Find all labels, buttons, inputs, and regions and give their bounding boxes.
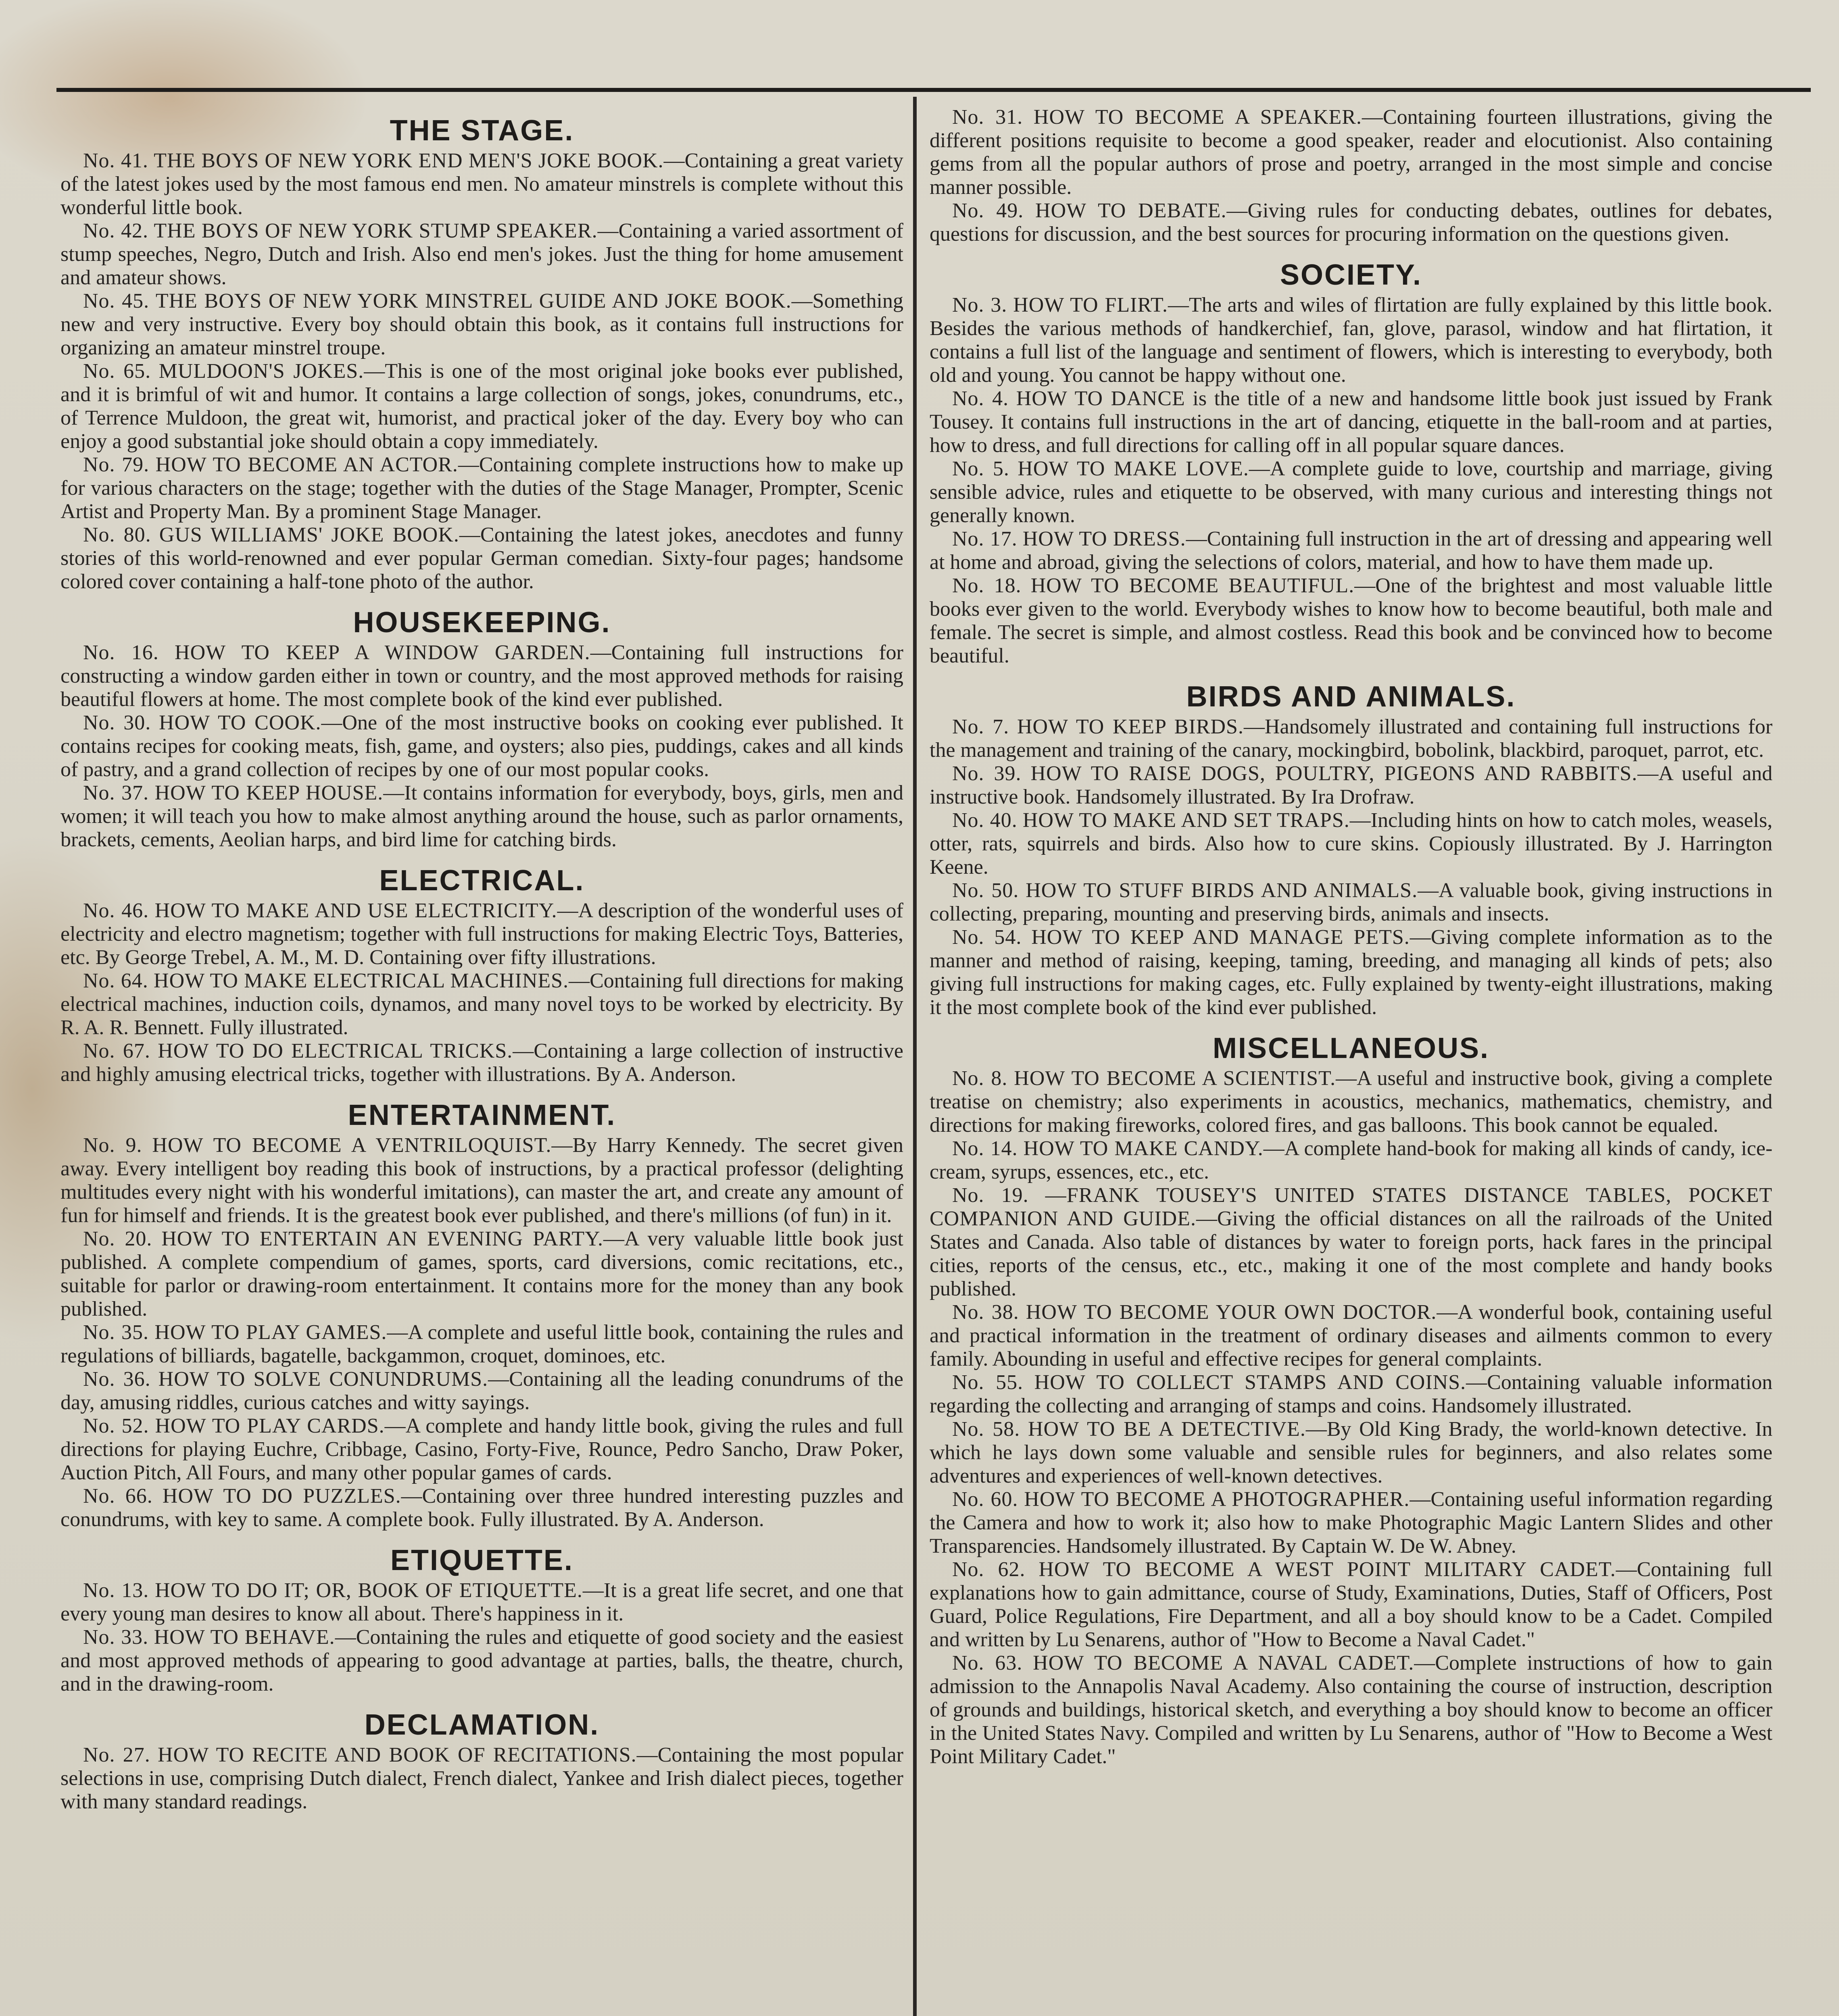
entry-number: No. 8. — [952, 1067, 1008, 1090]
catalog-entry — [930, 1067, 1772, 1137]
entry-title: HOW TO STUFF BIRDS AND ANIMALS. — [1026, 879, 1418, 902]
entry-number: No. 39. — [952, 762, 1022, 785]
entry-number: No. 30. — [83, 711, 151, 734]
entry-title: HOW TO DANCE — [1016, 387, 1185, 410]
catalog-entry — [60, 781, 903, 852]
entry-number: No. 64. — [83, 969, 148, 992]
entry-title: HOW TO BECOME A SPEAKER. — [1033, 106, 1362, 129]
entry-title: HOW TO DO ELECTRICAL TRICKS. — [158, 1039, 513, 1062]
entry-description: —A useful and instructive book. Handsomely illustrated. By Ira Drofraw. — [930, 762, 1773, 808]
catalog-entry — [930, 1137, 1772, 1184]
section-heading: THE STAGE. — [390, 115, 574, 147]
section-heading: BIRDS AND ANIMALS. — [1186, 681, 1516, 713]
entry-description: —A complete and useful little book, containing the rules and regulations of billiards, bagatelle, backgammon, croquet, dominoes, etc. — [60, 1321, 904, 1367]
entry-title: HOW TO KEEP AND MANAGE PETS. — [1031, 926, 1410, 949]
entry-description: —Containing a varied assortment of stump speeches, Negro, Dutch and Irish. Also end men's jokes. Just the thing for home amusement and amateur shows. — [60, 219, 903, 289]
entry-number: No. 16. — [83, 641, 159, 664]
entry-description: —Complete instructions of how to gain admission to the Annapolis Naval Academy. Also containing the course of instruction, description of grounds and buildings, historical sketch, and everything a boy should know to become an officer in the United States Navy. Compiled and written by Lu Senarens, author of "How to Become a West Point Military Cadet." — [930, 1652, 1773, 1768]
entry-description: —A complete and handy little book, giving the rules and full directions for playing Euchre, Cribbage, Casino, Forty-Five, Rounce, Pedro Sancho, Draw Poker, Auction Pitch, All Fours, and many other popular games of cards. — [60, 1414, 903, 1484]
catalog-entry — [930, 527, 1772, 574]
entry-number: No. 14. — [952, 1137, 1018, 1160]
entry-title: HOW TO DO PUZZLES. — [162, 1485, 401, 1508]
entry-description: —A wonderful book, containing useful and practical information in the treatment of ordinary diseases and ailments common to every family. Abounding in useful and effective recipes for general complaints. — [930, 1301, 1772, 1370]
entry-number: No. 17. — [952, 527, 1017, 550]
entry-number: No. 58. — [952, 1418, 1020, 1441]
catalog-entry — [930, 1371, 1772, 1418]
entry-title: HOW TO BEHAVE. — [154, 1626, 335, 1649]
entry-description: —It is a great life secret, and one that every young man desires to know all about. There's happiness in it. — [60, 1579, 903, 1625]
entry-number: No. 36. — [83, 1368, 151, 1391]
entry-number: No. 65. — [83, 360, 151, 383]
catalog-entry — [60, 641, 903, 711]
entry-number: No. 4. — [952, 387, 1009, 410]
catalog-entry — [60, 219, 903, 289]
entry-title: HOW TO COOK. — [159, 711, 321, 734]
entry-description: —One of the brightest and most valuable little books ever given to the world. Everybody wishes to know how to become beautiful, both male and female. The secret is simple, and almost costless. Read this book and be convinced how to become beautiful. — [930, 574, 1772, 667]
entry-number: No. 35. — [83, 1321, 149, 1344]
entry-title: HOW TO KEEP A WINDOW GARDEN. — [175, 641, 590, 664]
entry-title: HOW TO RECITE AND BOOK OF RECITATIONS. — [158, 1743, 637, 1766]
column-divider — [913, 97, 917, 2016]
catalog-entry — [60, 360, 903, 453]
entry-description: —Containing over three hundred interesting puzzles and conundrums, with key to same. A complete book. Fully illustrated. By A. Anderson. — [60, 1485, 903, 1531]
catalog-entry — [930, 1418, 1772, 1488]
catalog-entry — [930, 294, 1772, 387]
entry-title: HOW TO MAKE ELECTRICAL MACHINES. — [154, 969, 569, 992]
entry-description: —Containing the latest jokes, anecdotes and funny stories of this world-renowned and ever popular German comedian. Sixty-four pages; handsome colored cover containing a half-tone photo of the author. — [60, 523, 903, 593]
entry-description: —Containing the most popular selections in use, comprising Dutch dialect, French dialect, Yankee and Irish dialect pieces, together with many standard readings. — [60, 1743, 904, 1813]
section-heading: ETIQUETTE. — [390, 1544, 574, 1577]
entry-title: HOW TO DEBATE. — [1035, 199, 1227, 222]
catalog-entry — [60, 1134, 903, 1227]
catalog-entry — [930, 106, 1772, 199]
entry-description: —A useful and instructive book, giving a complete treatise on chemistry; also experiments in acoustics, mechanics, mathematics, chemistry, and directions for making fireworks, colored fires, and gas balloons. This book cannot be equaled. — [930, 1067, 1773, 1137]
entry-number: No. 67. — [83, 1039, 150, 1062]
catalog-entry — [60, 289, 903, 360]
entry-description: —Containing fourteen illustrations, giving the different positions requisite to become a good speaker, reader and elocutionist. Also containing gems from all the popular authors of prose and poetry, arranged in the most simple and concise manner possible. — [930, 106, 1772, 199]
entry-title: HOW TO MAKE CANDY. — [1023, 1137, 1264, 1160]
entry-number: No. 5. — [952, 457, 1009, 480]
entry-number: No. 54. — [952, 926, 1022, 949]
entry-title: HOW TO MAKE AND SET TRAPS. — [1022, 809, 1350, 832]
section-heading: DECLAMATION. — [364, 1709, 600, 1741]
entry-number: No. 42. — [83, 219, 148, 242]
entry-title: HOW TO BECOME BEAUTIFUL. — [1030, 574, 1355, 597]
entry-description: —Including hints on how to catch moles, weasels, otter, rats, squirrels and birds. Also how to cure skins. Copiously illustrated. By J. Harrington Keene. — [930, 809, 1772, 879]
entry-number: No. 62. — [952, 1558, 1026, 1581]
entry-description: —Containing full explanations how to gain admittance, course of Study, Examinations, Duties, Staff of Officers, Post Guard, Police Regulations, Fire Department, and all a boy should know to be a Cadet. Compiled and written by Lu Senarens, author of "How to Become a Naval Cadet." — [930, 1558, 1772, 1651]
entry-description: —Containing full instruction in the art of dressing and appearing well at home and abroad, giving the selections of colors, material, and how to have them made up. — [930, 527, 1772, 574]
catalog-entry — [930, 762, 1772, 809]
entry-description: —By Harry Kennedy. The secret given away. Every intelligent boy reading this book of instructions, by a practical professor (delighting multitudes every night with his wonderful imitations), can master the art, and create any amount of fun for himself and friends. It is the greatest book ever published, and there's millions (of fun) in it. — [60, 1134, 904, 1227]
catalog-entry — [60, 1743, 903, 1814]
entry-description: —A description of the wonderful uses of electricity and electro magnetism; together with full instructions for making Electric Toys, Batteries, etc. By George Trebel, A. M., M. D. Containing over fifty illustrations. — [60, 899, 904, 969]
entry-title: HOW TO MAKE LOVE. — [1017, 457, 1249, 480]
entry-number: No. 38. — [952, 1301, 1019, 1324]
catalog-entry — [60, 899, 903, 969]
entry-description: —Giving rules for conducting debates, outlines for debates, questions for discussion, and the best sources for procuring information on the questions given. — [930, 199, 1772, 246]
entry-description: —Containing a large collection of instructive and highly amusing electrical tricks, together with illustrations. By A. Anderson. — [60, 1039, 904, 1086]
catalog-entry — [60, 1485, 903, 1531]
entry-number: No. 45. — [83, 289, 150, 312]
catalog-entry — [60, 149, 903, 219]
entry-title: HOW TO COLLECT STAMPS AND COINS. — [1034, 1371, 1466, 1394]
entry-title: GUS WILLIAMS' JOKE BOOK. — [159, 523, 459, 546]
entry-title: HOW TO PLAY GAMES. — [154, 1321, 387, 1344]
entry-number: No. 63. — [952, 1652, 1023, 1674]
entry-title: HOW TO PLAY CARDS. — [155, 1414, 385, 1437]
catalog-entry — [60, 453, 903, 523]
entry-number: No. 79. — [83, 453, 150, 476]
entry-number: No. 31. — [952, 106, 1023, 129]
entry-description: —This is one of the most original joke books ever published, and it is brimful of wit and humor. It contains a large collection of songs, jokes, conundrums, etc., of Terrence Muldoon, the great wit, humorist, and practical joker of the day. Every boy who can enjoy a good substantial joke should obtain a copy immediately. — [60, 360, 904, 453]
entry-title: HOW TO BECOME AN ACTOR. — [155, 453, 458, 476]
entry-title: HOW TO MAKE AND USE ELECTRICITY. — [154, 899, 557, 922]
catalog-entry — [60, 1321, 903, 1368]
entry-title: HOW TO KEEP HOUSE. — [154, 781, 384, 804]
catalog-entry — [60, 1368, 903, 1414]
entry-description: —Containing full instructions for constructing a window garden either in town or country, and the most approved methods for raising beautiful flowers at home. The most complete book of the kind ever published. — [60, 641, 903, 711]
entry-number: No. 80. — [83, 523, 151, 546]
catalog-entry — [930, 715, 1772, 762]
entry-description: —It contains information for everybody, boys, girls, men and women; it will teach you how to make almost anything around the house, such as parlor ornaments, brackets, cements, Aeolian harps, and bird lime for catching birds. — [60, 781, 903, 851]
catalog-entry — [930, 879, 1772, 926]
entry-description: —Containing a great variety of the latest jokes used by the most famous end men. No amateur minstrels is complete without this wonderful little book. — [60, 149, 903, 219]
entry-title: HOW TO ENTERTAIN AN EVENING PARTY. — [161, 1227, 603, 1250]
entry-number: No. 40. — [952, 809, 1017, 832]
entry-title: THE BOYS OF NEW YORK MINSTREL GUIDE AND JOKE BOOK. — [155, 289, 792, 312]
catalog-entry — [60, 523, 903, 594]
catalog-entry — [60, 1039, 903, 1086]
catalog-entry — [930, 574, 1772, 668]
entry-title: HOW TO KEEP BIRDS. — [1017, 715, 1244, 738]
entry-title: MULDOON'S JOKES. — [158, 360, 364, 383]
entry-description: —The arts and wiles of flirtation are fully explained by this little book. Besides the various methods of handkerchief, fan, glove, parasol, window and hat flirtation, it contains a full list of the language and sentiment of flowers, which is interesting to everybody, both old and young. You cannot be happy without one. — [930, 294, 1772, 387]
entry-number: No. 18. — [952, 574, 1022, 597]
catalog-entry — [930, 199, 1772, 246]
catalog-entry — [930, 809, 1772, 879]
entry-title: HOW TO BECOME A PHOTOGRAPHER. — [1024, 1488, 1410, 1511]
catalog-entry — [60, 969, 903, 1039]
entry-title: HOW TO BECOME A NAVAL CADET. — [1033, 1652, 1414, 1674]
entry-description: is the title of a new and handsome little book just issued by Frank Tousey. It contains full instructions in the art of dancing, etiquette in the ball-room and at parties, how to dress, and full directions for calling off in all popular square dances. — [930, 387, 1772, 457]
entry-description: —Containing all the leading conundrums of the day, amusing riddles, curious catches and witty sayings. — [60, 1368, 904, 1414]
entry-title: HOW TO DO IT; OR, BOOK OF ETIQUETTE. — [155, 1579, 583, 1602]
entry-title: —FRANK TOUSEY'S UNITED STATES DISTANCE TABLES, POCKET COMPANION AND GUIDE. — [930, 1184, 1772, 1230]
catalog-entry — [60, 1414, 903, 1485]
entry-description: —Containing the rules and etiquette of good society and the easiest and most approved methods of appearing to good advantage at parties, balls, the theatre, church, and in the drawing-room. — [60, 1626, 903, 1695]
entry-title: THE BOYS OF NEW YORK STUMP SPEAKER. — [154, 219, 598, 242]
entry-description: —Giving complete information as to the manner and method of raising, keeping, taming, breeding, and managing all kinds of pets; also giving full instructions for making cages, etc. Fully explained by twenty-eight illustrations, making it the most complete book of the kind ever published. — [930, 926, 1773, 1019]
entry-title: HOW TO FLIRT. — [1013, 294, 1168, 317]
entry-title: HOW TO BECOME A SCIENTIST. — [1014, 1067, 1336, 1090]
catalog-entry — [60, 1626, 903, 1696]
entry-number: No. 13. — [83, 1579, 149, 1602]
section-heading: SOCIETY. — [1280, 259, 1422, 291]
entry-number: No. 41. — [83, 149, 148, 172]
entry-description: —A valuable book, giving instructions in collecting, preparing, mounting and preserving birds, animals and insects. — [930, 879, 1773, 925]
entry-title: HOW TO BE A DETECTIVE. — [1028, 1418, 1306, 1441]
entry-number: No. 66. — [83, 1485, 153, 1508]
entry-description: —Something new and very instructive. Every boy should obtain this book, as it contains full instructions for organizing an amateur minstrel troupe. — [60, 289, 903, 359]
catalog-entry — [60, 1227, 903, 1321]
entry-number: No. 37. — [83, 781, 149, 804]
entry-title: HOW TO BECOME A VENTRILOQUIST. — [152, 1134, 552, 1157]
entry-description: —One of the most instructive books on cooking ever published. It contains recipes for cooking meats, fish, game, and oysters; also pies, puddings, cakes and all kinds of pastry, and a grand collection of recipes by one of our most popular cooks. — [60, 711, 904, 781]
catalog-entry — [60, 711, 903, 781]
entry-number: No. 52. — [83, 1414, 149, 1437]
entry-title: HOW TO BECOME A WEST POINT MILITARY CADET. — [1038, 1558, 1616, 1581]
section-heading: MISCELLANEOUS. — [1212, 1032, 1490, 1064]
entry-title: HOW TO BECOME YOUR OWN DOCTOR. — [1026, 1301, 1437, 1324]
catalog-entry — [930, 926, 1772, 1019]
catalog-entry — [930, 1488, 1772, 1558]
entry-description: —Containing full directions for making electrical machines, induction coils, dynamos, and many novel toys to be worked by electricity. By R. A. R. Bennett. Fully illustrated. — [60, 969, 903, 1039]
entry-number: No. 49. — [952, 199, 1024, 222]
entry-number: No. 9. — [83, 1134, 142, 1157]
section-heading: ENTERTAINMENT. — [348, 1099, 616, 1131]
entry-number: No. 50. — [952, 879, 1019, 902]
entry-number: No. 60. — [952, 1488, 1018, 1511]
catalog-entry — [930, 457, 1772, 527]
catalog-entry — [930, 1301, 1772, 1371]
entry-number: No. 3. — [952, 294, 1007, 317]
entry-title: HOW TO SOLVE CONUNDRUMS. — [158, 1368, 488, 1391]
section-heading: ELECTRICAL. — [379, 864, 585, 897]
entry-title: THE BOYS OF NEW YORK END MEN'S JOKE BOOK. — [154, 149, 664, 172]
entry-title: HOW TO RAISE DOGS, POULTRY, PIGEONS AND RABBITS. — [1030, 762, 1638, 785]
entry-description: —Giving the official distances on all the railroads of the United States and Canada. Also table of distances by water to foreign ports, hack fares in the principal cities, reports of the census, etc., etc., making it one of the most complete and handy books published. — [930, 1207, 1772, 1300]
entry-description: —Containing complete instructions how to make up for various characters on the stage; together with the duties of the Stage Manager, Prompter, Scenic Artist and Property Man. By a prominent Stage Manager. — [60, 453, 904, 523]
entry-number: No. 33. — [83, 1626, 149, 1649]
right-column — [930, 106, 1772, 1768]
catalog-entry — [930, 1558, 1772, 1652]
entry-description: —A complete guide to love, courtship and marriage, giving sensible advice, rules and etiquette to be observed, with many curious and interesting things not generally known. — [930, 457, 1773, 527]
entry-number: No. 20. — [83, 1227, 152, 1250]
entry-number: No. 19. — [952, 1184, 1029, 1207]
catalog-entry — [930, 1652, 1772, 1768]
entry-number: No. 55. — [952, 1371, 1024, 1394]
entry-number: No. 27. — [83, 1743, 150, 1766]
left-column — [60, 106, 903, 1814]
entry-description: —A very valuable little book just published. A complete compendium of games, sports, card diversions, comic recitations, etc., suitable for parlor or drawing-room entertainment. It contains more for the money than any book published. — [60, 1227, 903, 1320]
catalog-entry — [930, 387, 1772, 457]
catalog-entry — [930, 1184, 1772, 1301]
entry-description: —Containing useful information regarding the Camera and how to work it; also how to make Photographic Magic Lantern Slides and other Transparencies. Handsomely illustrated. By Captain W. De W. Abney. — [930, 1488, 1773, 1558]
entry-description: —By Old King Brady, the world-known detective. In which he lays down some valuable and sensible rules for beginners, and also relates some adventures and experiences of well-known detectives. — [930, 1418, 1773, 1487]
entry-description: —A complete hand-book for making all kinds of candy, ice-cream, syrups, essences, etc., etc. — [930, 1137, 1773, 1183]
section-heading: HOUSEKEEPING. — [353, 606, 611, 639]
entry-number: No. 7. — [952, 715, 1009, 738]
entry-title: HOW TO DRESS. — [1022, 527, 1186, 550]
catalog-entry — [60, 1579, 903, 1626]
entry-description: —Handsomely illustrated and containing full instructions for the management and training of the canary, mockingbird, bobolink, blackbird, paroquet, parrot, etc. — [930, 715, 1772, 762]
entry-number: No. 46. — [83, 899, 149, 922]
entry-description: —Containing valuable information regarding the collecting and arranging of stamps and coins. Handsomely illustrated. — [930, 1371, 1772, 1417]
top-rule — [56, 88, 1811, 92]
